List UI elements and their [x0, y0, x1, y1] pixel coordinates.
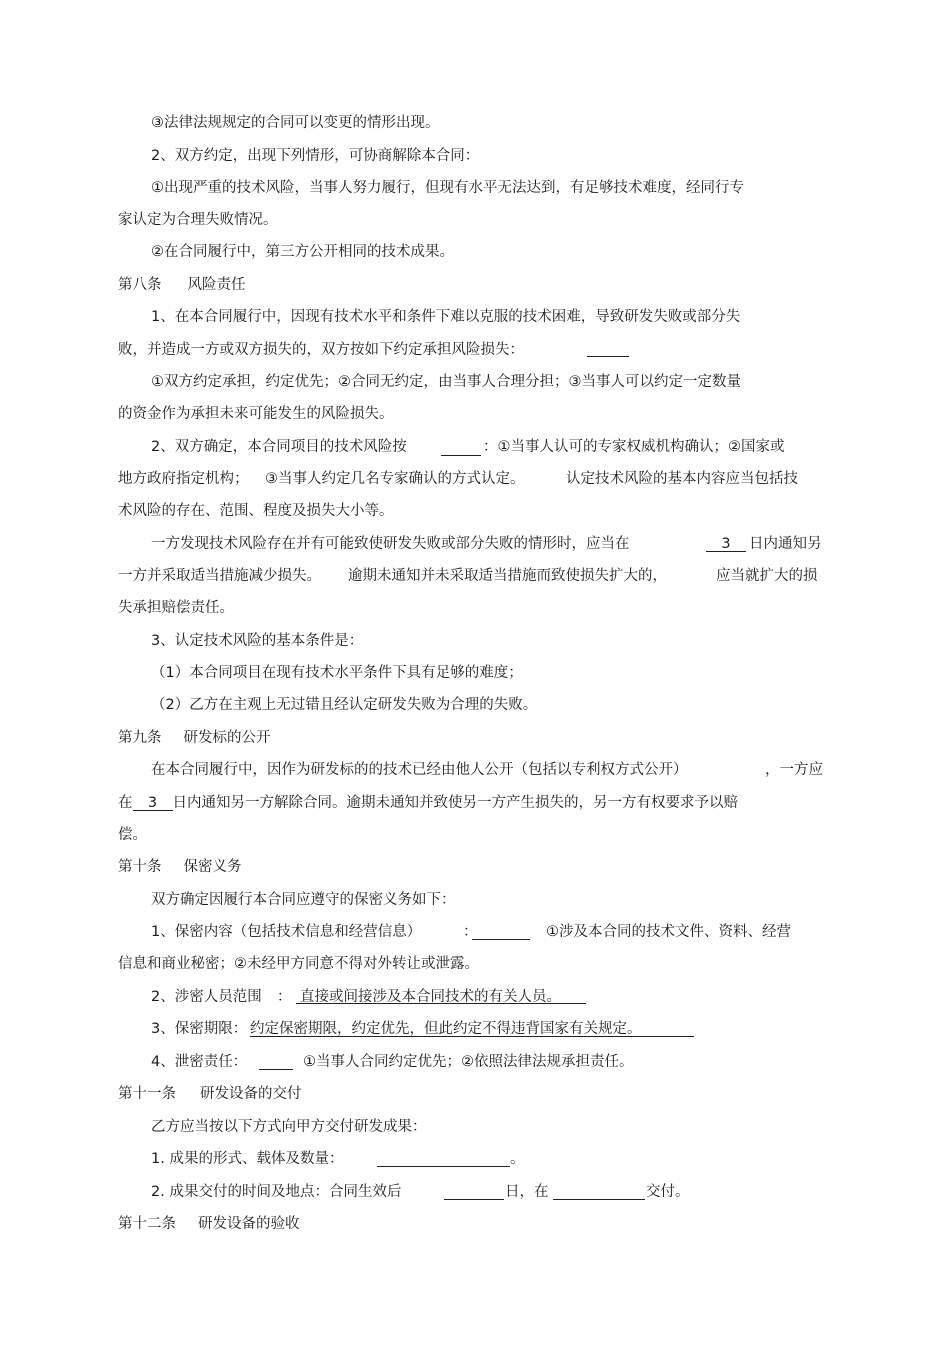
text-fragment: 日内通知另一方解除合同。逾期未通知并致使另一方产生损失的，另一方有权要求予以赔: [172, 795, 738, 811]
paragraph-line: 认定技术风险的基本内容应当包括技: [566, 471, 798, 487]
section-heading-11: [118, 1084, 302, 1104]
blank-underline: [472, 939, 530, 940]
section-number: 第九条: [118, 730, 162, 746]
paragraph-line: [118, 793, 738, 813]
scope-value: 直接或间接涉及本合同技术的有关人员。: [296, 987, 586, 1004]
section-title: 研发标的公开: [183, 730, 271, 746]
section-heading-10: [118, 857, 242, 877]
paragraph-line: 一方并采取适当措施减少损失。: [118, 568, 321, 584]
paragraph-line: ③法律法规规定的合同可以变更的情形出现。: [151, 115, 440, 131]
paragraph-line: 日内通知另: [749, 536, 822, 552]
paragraph-line: 日，在: [505, 1184, 549, 1200]
section-number: 第十条: [118, 859, 162, 875]
section-heading-8: [118, 275, 246, 295]
paragraph-line: 4、泄密责任：: [151, 1054, 248, 1070]
section-title: 风险责任: [187, 277, 246, 293]
days-value: 3: [133, 793, 173, 811]
blank-underline: [377, 1166, 510, 1167]
paragraph-line: 1、在本合同履行中，因现有技术水平和条件下难以克服的技术困难，导致研发失败或部分失: [151, 309, 741, 325]
paragraph-line: （1）本合同项目在现有技术水平条件下具有足够的难度；: [151, 665, 523, 681]
paragraph-line: ①当事人合同约定优先；②依照法律法规承担责任。: [303, 1054, 634, 1070]
paragraph-line: 的资金作为承担未来可能发生的风险损失。: [118, 406, 394, 422]
blank-underline: [444, 1199, 504, 1200]
paragraph-line: 2. 成果交付的时间及地点：合同生效后: [151, 1184, 402, 1200]
paragraph-line: 2、双方约定，出现下列情形，可协商解除本合同：: [151, 148, 480, 164]
days-value: 3: [706, 534, 746, 552]
paragraph-line: 3、保密期限：: [151, 1021, 248, 1037]
paragraph-line: （2）乙方在主观上无过错且经认定研发失败为合理的失败。: [151, 697, 538, 713]
blank-underline: [553, 1199, 645, 1200]
paragraph-line: 术风险的存在、范围、程度及损失大小等。: [118, 503, 394, 519]
section-number: 第十一条: [118, 1086, 176, 1102]
paragraph-line: 偿。: [118, 827, 147, 843]
paragraph-line: 逾期未通知并未采取适当措施而致使损失扩大的，: [348, 568, 667, 584]
paragraph-line: 双方确定因履行本合同应遵守的保密义务如下：: [151, 892, 456, 908]
paragraph-line: ①涉及本合同的技术文件、资料、经营: [546, 924, 791, 940]
paragraph-line: ③当事人约定几名专家确认的方式认定。: [265, 471, 525, 487]
paragraph-line: 3、认定技术风险的基本条件是：: [151, 633, 364, 649]
paragraph-line: 应当就扩大的损: [716, 568, 818, 584]
paragraph-line: 家认定为合理失败情况。: [118, 212, 278, 228]
filled-field: [250, 1019, 694, 1039]
paragraph-line: ：: [463, 924, 478, 940]
section-title: 研发设备的交付: [200, 1086, 302, 1102]
paragraph-line: 2、涉密人员范围: [151, 989, 262, 1005]
paragraph-line: 地方政府指定机构；: [118, 471, 249, 487]
paragraph-line: 败，并造成一方或双方损失的，双方按如下约定承担风险损失：: [118, 342, 524, 358]
paragraph-line: ：: [277, 989, 292, 1005]
blank-underline: [259, 1069, 293, 1070]
paragraph-line: 。: [510, 1151, 525, 1167]
paragraph-line: 交付。: [646, 1184, 690, 1200]
filled-field: [296, 987, 586, 1007]
blank-underline: [441, 455, 481, 456]
blank-underline: [587, 356, 629, 357]
paragraph-line: 信息和商业秘密；②未经甲方同意不得对外转让或泄露。: [118, 956, 479, 972]
section-number: 第十二条: [118, 1216, 176, 1232]
paragraph-line: 一方发现技术风险存在并有可能致使研发失败或部分失败的情形时，应当在: [151, 536, 630, 552]
section-number: 第八条: [118, 277, 162, 293]
paragraph-line: 1、保密内容（包括技术信息和经营信息）: [151, 924, 422, 940]
paragraph-line: 失承担赔偿责任。: [118, 600, 234, 616]
paragraph-line: ①双方约定承担，约定优先；②合同无约定，由当事人合理分担；③当事人可以约定一定数量: [151, 374, 741, 390]
paragraph-line: 1. 成果的形式、载体及数量：: [151, 1151, 344, 1167]
section-title: 研发设备的验收: [198, 1216, 300, 1232]
paragraph-line: 在本合同履行中，因作为研发标的的技术已经由他人公开（包括以专利权方式公开）: [151, 762, 688, 778]
days-field: [706, 534, 746, 554]
text-fragment: 在: [118, 795, 133, 811]
paragraph-line: ②在合同履行中，第三方公开相同的技术成果。: [151, 244, 454, 260]
section-heading-12: [118, 1214, 300, 1234]
period-value: 约定保密期限，约定优先，但此约定不得违背国家有关规定。: [250, 1019, 694, 1037]
paragraph-line: ：①当事人认可的专家权威机构确认；②国家或: [483, 439, 785, 455]
paragraph-line: 乙方应当按以下方式向甲方交付研发成果：: [151, 1119, 427, 1135]
section-heading-9: [118, 728, 271, 748]
paragraph-line: ①出现严重的技术风险，当事人努力履行，但现有水平无法达到，有足够技术难度，经同行专: [151, 180, 744, 196]
paragraph-line: ，一方应: [765, 762, 823, 778]
paragraph-line: 2、双方确定，本合同项目的技术风险按: [151, 439, 407, 455]
section-title: 保密义务: [183, 859, 242, 875]
